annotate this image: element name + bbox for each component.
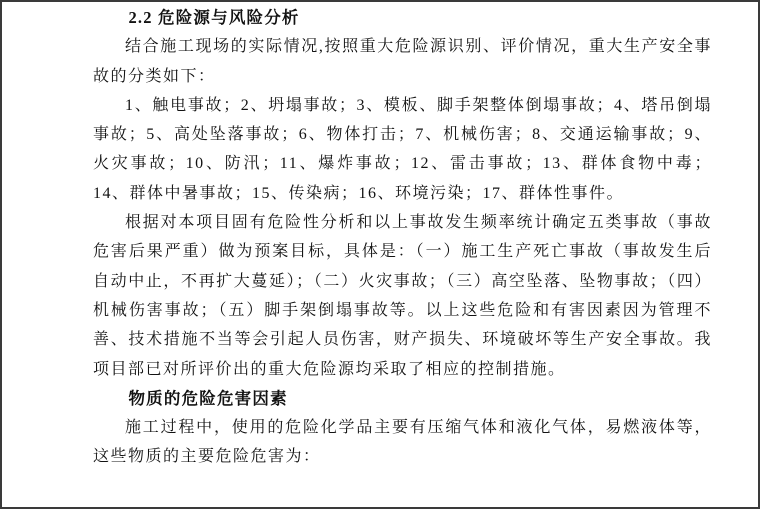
heading-material-hazard-factors: 物质的危险危害因素 — [128, 388, 288, 408]
paragraph-hazardous-chemicals: 施工过程中，使用的危险化学品主要有压缩气体和液化气体，易燃液体等，这些物质的主要危险危害为： — [93, 419, 712, 466]
paragraph-five-accident-categories: 根据对本项目固有危险性分析和以上事故发生频率统计确定五类事故（事故危害后果严重）做为预案目标，具体是：（一）施工生产死亡事故（事故发生后自动中止，不再扩大蔓延）；（二）火灾事故；（三）高空坠落、坠物事故；（四）机械伤害事故；（五）脚手架倒塌事故等。以上这些危险和有害因素因为管理不善、技术措施不当等会引起人员伤害，财产损失、环境破坏等生产安全事故。我项目部已对所评价出的重大危险源均采取了相应的控制措施。 — [93, 214, 712, 378]
heading-risk-source-analysis: 2.2 危险源与风险分析 — [128, 8, 300, 27]
paragraph-accident-type-list: 1、触电事故；2、坍塌事故；3、模板、脚手架整体倒塌事故；4、塔吊倒塌事故；5、高处坠落事故；6、物体打击；7、机械伤害；8、交通运输事故；9、火灾事故；10、防汛；11、爆炸事故；12、雷击事故；13、群体食物中毒；14、群体中暑事故；15、传染病；16、环境污染；17、群体性事件。 — [93, 96, 712, 202]
paragraph-site-situation-intro: 结合施工现场的实际情况,按照重大危险源识别、评价情况，重大生产安全事故的分类如下： — [93, 38, 712, 85]
